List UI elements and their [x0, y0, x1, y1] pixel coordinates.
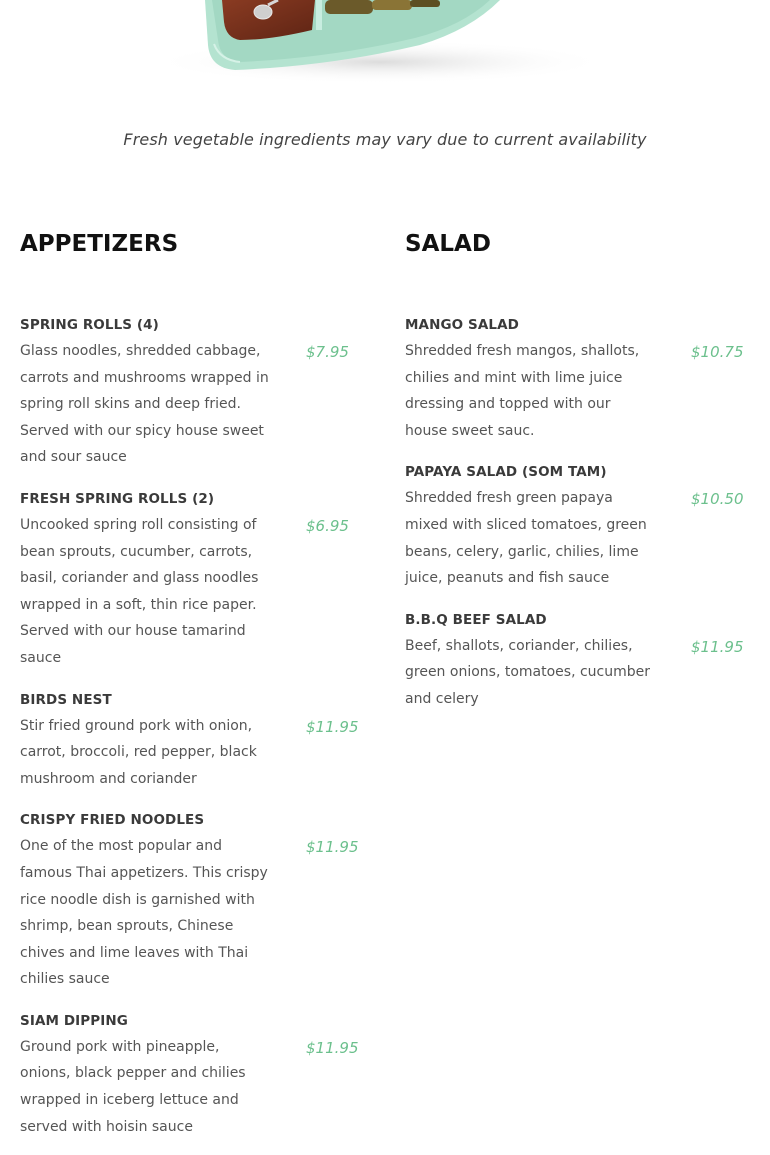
item-name: CRISPY FRIED NOODLES — [20, 812, 205, 829]
item-description: One of the most popular and famous Thai appetizers. This crispy rice noodle dish is garnished with shrimp, bean sprouts, Chinese chives and lime leaves with Thai chilies sauce — [20, 838, 268, 988]
item-price: $11.95 — [691, 637, 744, 656]
item-name: MANGO SALAD — [405, 317, 519, 333]
item-description: Shredded fresh green papaya mixed with sliced tomatoes, green beans, celery, garlic, chilies, lime juice, peanuts and fish sauce — [405, 490, 647, 587]
item-price: $11.95 — [306, 717, 359, 736]
item-name: FRESH SPRING ROLLS (2) — [20, 490, 215, 507]
salad-section — [405, 228, 755, 728]
dish-photo-icon — [0, 0, 770, 95]
salad-list — [405, 312, 755, 713]
item-description: Uncooked spring roll consisting of bean sprouts, cucumber, carrots, basil, coriander and glass noodles wrapped in a soft, thin rice paper. Served with our house tamarind sauce — [20, 516, 259, 666]
item-description: Shredded fresh mangos, shallots, chilies and mint with lime juice dressing and topped with our house sweet sauc. — [405, 343, 640, 439]
item-name: SPRING ROLLS (4) — [20, 317, 159, 333]
item-name: B.B.Q BEEF SALAD — [405, 611, 547, 628]
item-price: $11.95 — [306, 1038, 359, 1057]
appetizers-section — [20, 228, 370, 1155]
item-description: Glass noodles, shredded cabbage, carrots and mushrooms wrapped in spring roll skins and deep fried. Served with our spicy house sweet and sour sauce — [20, 343, 269, 466]
menu-item — [20, 486, 370, 672]
menu-item — [405, 607, 755, 713]
item-name: PAPAYA SALAD (SOM TAM) — [405, 464, 607, 481]
item-price: $11.95 — [306, 838, 359, 857]
item-price: $10.75 — [691, 343, 744, 361]
item-description: Stir fried ground pork with onion, carrot, broccoli, red pepper, black mushroom and coriander — [20, 717, 257, 787]
item-price: $6.95 — [306, 516, 349, 535]
dish-photo — [0, 0, 770, 95]
menu-item — [20, 807, 370, 993]
availability-note: Fresh vegetable ingredients may vary due to current availability — [123, 130, 647, 149]
menu-item — [20, 1008, 370, 1140]
appetizers-list — [20, 312, 370, 1140]
item-name: SIAM DIPPING — [20, 1012, 128, 1029]
salad-title: SALAD — [405, 231, 491, 257]
item-name: BIRDS NEST — [20, 691, 112, 708]
item-description: Beef, shallots, coriander, chilies, green onions, tomatoes, cucumber and celery — [405, 637, 651, 707]
item-price: $10.50 — [691, 490, 744, 509]
appetizers-title: APPETIZERS — [20, 231, 179, 257]
item-description: Ground pork with pineapple, onions, black pepper and chilies wrapped in iceberg lettuce and served with hoisin sauce — [20, 1038, 246, 1135]
menu-item — [405, 459, 755, 591]
item-price: $7.95 — [306, 343, 349, 361]
menu-item — [20, 687, 370, 793]
menu-item — [405, 312, 755, 444]
menu-item — [20, 312, 370, 471]
